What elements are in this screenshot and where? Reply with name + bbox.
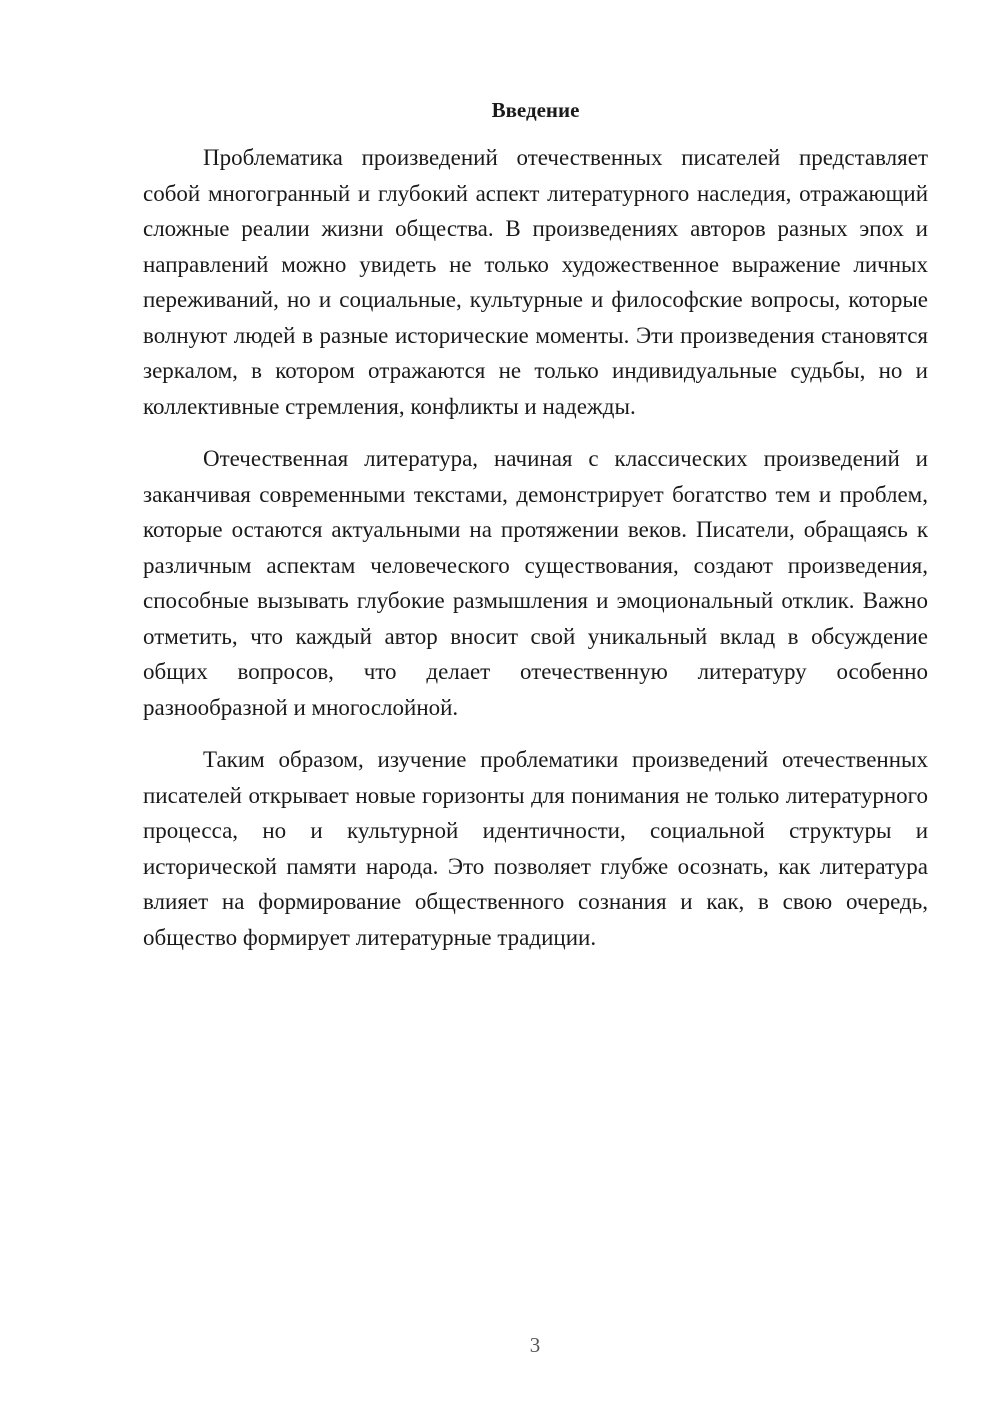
section-heading: Введение [491, 98, 580, 122]
paragraph-2: Отечественная литература, начиная с классических произведений и заканчивая современными текстами, демонстрирует богатство тем и проблем, которые остаются актуальными на протяжении веков. Писатели, обращаясь к различным аспектам человеческого существования, создают произведения, способные вызывать глубокие размышления и эмоциональный отклик. Важно отметить, что каждый автор вносит свой уникальный вклад в обсуждение общих вопросов, что делает отечественную литературу особенно разнообразной и многослойной. [143, 446, 928, 720]
paragraph-3: Таким образом, изучение проблематики произведений отечественных писателей открывает новые горизонты для понимания не только литературного процесса, но и культурной идентичности, социальной структуры и исторической памяти народа. Это позволяет глубже осознать, как литература влияет на формирование общественного сознания и как, в свою очередь, общество формирует литературные традиции. [143, 747, 928, 950]
paragraph-1: Проблематика произведений отечественных писателей представляет собой многогранный и глубокий аспект литературного наследия, отражающий сложные реалии жизни общества. В произведениях авторов разных эпох и направлений можно увидеть не только художественное выражение личных переживаний, но и социальные, культурные и философские вопросы, которые волнуют людей в разные исторические моменты. Эти произведения становятся зеркалом, в котором отражаются не только индивидуальные судьбы, но и коллективные стремления, конфликты и надежды. [143, 145, 928, 419]
page-content [143, 92, 928, 972]
page-number: 3 [529, 1333, 541, 1357]
